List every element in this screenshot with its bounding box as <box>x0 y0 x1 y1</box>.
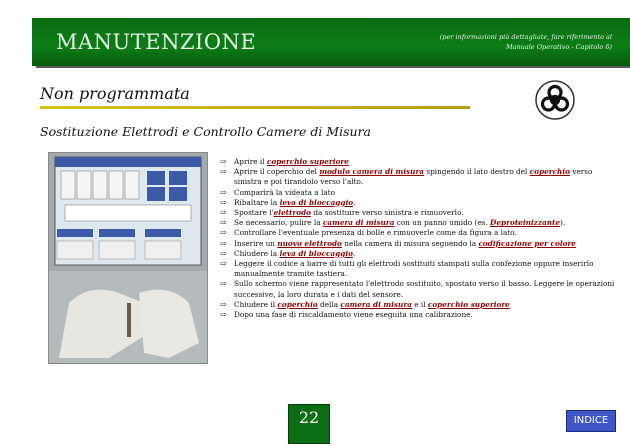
step-item <box>220 157 620 167</box>
step-highlight: leva di bloccaggio <box>279 197 354 207</box>
step-text: verso sinistra e poi tirandolo verso l'alto. <box>234 167 593 187</box>
step-item <box>220 188 620 198</box>
step-text: e il <box>411 299 428 309</box>
step-highlight: leva di bloccaggio <box>279 248 353 258</box>
step-text: . <box>352 248 356 258</box>
step-item <box>220 228 620 238</box>
step-highlight: camera di misura <box>340 299 412 309</box>
step-text: Sullo schermo viene rappresentato l'elettrodo sostituito, spostato verso il basso. Leggere le operazioni successive, la loro durata e i dati del sensore. <box>234 279 615 299</box>
arrow-right-icon: ⇨ <box>220 208 227 218</box>
screen-photo-illustration <box>49 153 207 363</box>
step-highlight: elettrodo <box>273 208 312 218</box>
arrow-right-icon: ⇨ <box>220 310 227 320</box>
step-item <box>220 300 620 310</box>
page-title: MANUTENZIONE <box>56 30 257 54</box>
step-item <box>220 167 620 187</box>
step-text: Chiudere la <box>234 248 280 258</box>
step-text: nella camera di misura seguendo la <box>341 238 479 248</box>
step-text: . <box>353 197 356 207</box>
step-text: Spostare l' <box>234 208 274 218</box>
step-text: Aprire il <box>234 157 267 166</box>
step-item <box>220 239 620 249</box>
section-title: Non programmata <box>40 84 190 103</box>
arrow-right-icon: ⇨ <box>220 157 227 166</box>
step-highlight: coperchio superiore <box>427 299 510 309</box>
arrow-right-icon: ⇨ <box>220 259 227 269</box>
arrow-right-icon: ⇨ <box>220 299 227 309</box>
note-line-2: Manuale Operativo - Capitolo 6) <box>505 43 612 51</box>
instrument-screen-photo <box>48 152 208 364</box>
step-highlight: nuovo elettrodo <box>277 238 342 248</box>
step-item <box>220 310 620 320</box>
step-text: spingendo il lato destro del <box>424 167 530 177</box>
manual-reference-note <box>402 32 612 52</box>
step-text: ). <box>560 218 566 228</box>
step-text: Controllare l'eventuale presenza di bolle e rimuoverle come da figura a lato. <box>234 228 517 238</box>
arrow-right-icon: ⇨ <box>220 187 227 197</box>
step-text: della <box>317 299 341 309</box>
arrow-right-icon: ⇨ <box>220 238 227 248</box>
step-text: Se necessario, pulire la <box>234 218 323 228</box>
arrow-right-icon: ⇨ <box>220 197 227 207</box>
index-button[interactable]: INDICE <box>566 410 616 432</box>
arrow-right-icon: ⇨ <box>220 279 227 289</box>
step-highlight: Deproteinizzante <box>490 218 561 228</box>
page-number: 22 <box>288 404 330 444</box>
note-line-1: (per informazioni più dettagliate, fare riferimento al <box>439 33 612 41</box>
step-text: Aprire il coperchio del <box>234 167 320 177</box>
step-text: Comparirà la videata a lato <box>234 187 335 197</box>
arrow-right-icon: ⇨ <box>220 228 227 238</box>
step-highlight: coperchio <box>277 299 318 309</box>
step-item <box>220 279 620 299</box>
step-item <box>220 208 620 218</box>
step-highlight: coperchio <box>529 167 570 177</box>
arrow-right-icon: ⇨ <box>220 218 227 228</box>
procedure-steps <box>220 157 620 320</box>
step-highlight: modulo camera di misura <box>319 167 425 177</box>
step-highlight: codificazione per colore <box>478 238 576 248</box>
step-text: con un panno umido (es. <box>394 218 491 228</box>
biohazard-icon <box>535 80 575 120</box>
step-item <box>220 198 620 208</box>
step-highlight: camera di misura <box>322 218 395 228</box>
step-text: Dopo una fase di riscaldamento viene eseguita una calibrazione. <box>234 310 473 320</box>
arrow-right-icon: ⇨ <box>220 248 227 258</box>
step-text: Chiudere il <box>234 299 278 309</box>
section-divider <box>40 106 470 109</box>
procedure-subtitle: Sostituzione Elettrodi e Controllo Camere di Misura <box>40 124 371 139</box>
step-text: Ribaltare la <box>234 197 280 207</box>
step-highlight: coperchio superiore <box>266 157 349 166</box>
step-text: Inserire un <box>234 238 278 248</box>
step-item <box>220 218 620 228</box>
step-text: da sostituire verso sinistra e rimuoverlo. <box>311 208 464 218</box>
step-text: Leggere il codice a barre di tutti gli elettrodi sostituiti stampati sulla confezione oppure inserirlo manualmente tramite tastiera. <box>234 259 594 279</box>
step-item <box>220 249 620 259</box>
arrow-right-icon: ⇨ <box>220 167 227 177</box>
step-item <box>220 259 620 279</box>
